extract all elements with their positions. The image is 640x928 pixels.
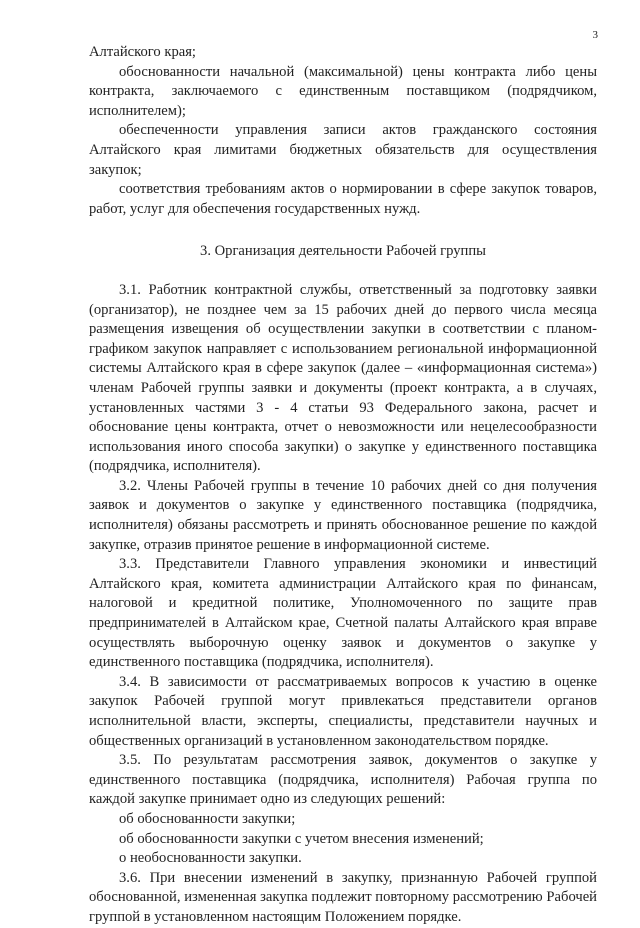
paragraph-3-2: 3.2. Члены Рабочей группы в течение 10 рабочих дней со дня получения заявок и документов о закупке у единственного поставщика (подрядчика, исполнителя) обязаны рассмотреть и принять обоснованное решение по каждой закупке, отразив принятое решение в информационной системе. [89,477,597,553]
decision-item: об обоснованности закупки с учетом внесения изменений; [119,830,484,847]
page-number: 3 [592,29,598,41]
intro-item: соответствия требованиям актов о нормировании в сфере закупок товаров, работ, услуг для обеспечения государственных нужд. [89,181,597,217]
document-body [89,43,597,928]
intro-item: обоснованности начальной (максимальной) цены контракта либо цены контракта, заключаемого с единственным поставщиком (подрядчиком, исполнителем); [89,63,597,119]
section-title: 3. Организация деятельности Рабочей группы [200,243,486,260]
paragraph-3-1: 3.1. Работник контрактной службы, ответственный за подготовку заявки (организатор), не позднее чем за 15 рабочих дней до первого числа месяца размещения извещения об осуществлении закупки в соответствии с планом-графиком закупок направляет с использованием региональной информационной системы Алтайского края в сфере закупок (далее – «информационная система») членам Рабочей группы заявки и документы (проект контракта, а в случаях, установленных частями 3 - 4 статьи 93 Федерального закона, расчет и обоснование цены контракта, отчет о невозможности или нецелесообразности использования иного способа закупки) о закупке у единственного поставщика (подрядчика, исполнителя). [89,281,597,475]
paragraph-3-4: 3.4. В зависимости от рассматриваемых вопросов к участию в оценке закупок Рабочей группой могут привлекаться представители органов исполнительной власти, эксперты, специалисты, представители научных и общественных организаций в установленном законодательством порядке. [89,673,597,749]
paragraph-3-5: 3.5. По результатам рассмотрения заявок, документов о закупке у единственного поставщика (подрядчика, исполнителя) Рабочая группа по каждой закупке принимает одно из следующих решений: [89,752,597,808]
paragraph-3-3: 3.3. Представители Главного управления экономики и инвестиций Алтайского края, комитета администрации Алтайского края по финансам, налоговой и кредитной политике, Уполномоченного по защите прав предпринимателей в Алтайском крае, Счетной палаты Алтайского края вправе осуществлять выборочную оценку заявок и документов о закупке у единственного поставщика (подрядчика, исполнителя). [89,556,597,671]
decision-item: о необоснованности закупки. [119,850,302,867]
intro-item: обеспеченности управления записи актов гражданского состояния Алтайского края лимитами бюджетных обязательств для осуществления закупок; [89,122,597,178]
decision-item: об обоснованности закупки; [119,810,296,827]
paragraph-3-6: 3.6. При внесении изменений в закупку, признанную Рабочей группой обоснованной, измененная закупка подлежит повторному рассмотрению Рабочей группой в установленном настоящим Положением порядке. [89,869,597,925]
intro-line: Алтайского края; [89,44,196,60]
